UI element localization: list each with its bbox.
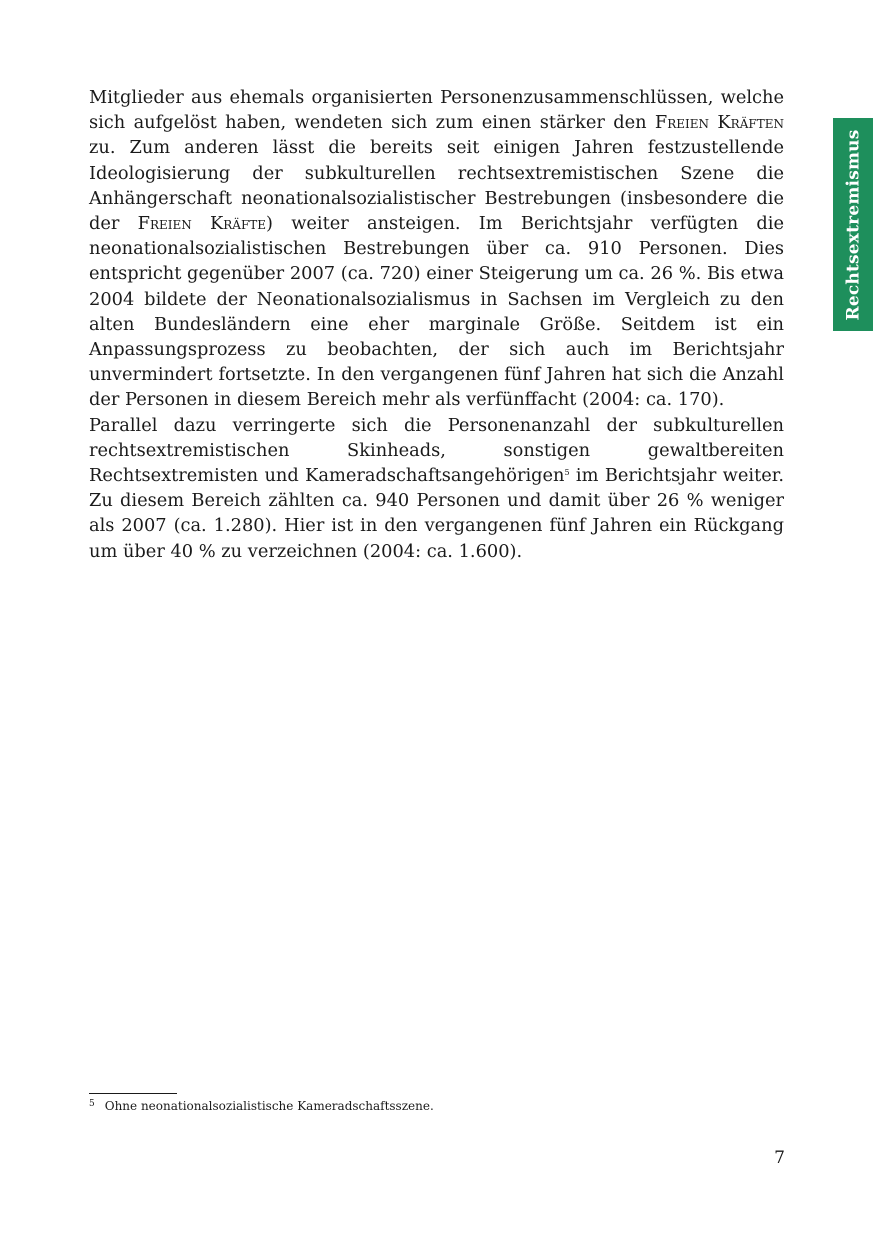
paragraph-skinhead-decline — [89, 413, 784, 564]
term-freie-kraefte: Freien Kräfte — [137, 213, 267, 235]
body-text — [89, 85, 784, 564]
footnote-reference: 5 — [564, 468, 570, 478]
paragraph-2-text: im Berichtsjahr weiter. Zu diesem Bereich zählten ca. 940 Personen und damit über 26 % weniger als 2007 (ca. 1.280). Hier ist in den vergangenen fünf Jahren ein Rückgang um über 40 % zu verzeichnen (2004: ca. 1.600). — [89, 465, 784, 562]
page-number: 7 — [774, 1148, 785, 1168]
footnote — [89, 1098, 434, 1114]
paragraph-1-text: zu. Zum anderen lässt die bereits seit einigen Jahren festzustellende Ideologisierung der subkulturellen rechtsextremistischen Szene die Anhängerschaft neonationalsozialistischer Bestrebungen (insbesondere die der — [89, 137, 784, 235]
term-freie-kraefte: Freien Kräften — [654, 112, 784, 134]
footnote-number: 5 — [89, 1099, 95, 1109]
paragraph-neonazi-growth — [89, 85, 784, 413]
paragraph-2-text: Parallel dazu verringerte sich die Personenanzahl der subkulturellen rechtsextremistischen Skinheads, sonstigen gewaltbereiten Rechtsextremisten und Kameradschaftsangehörigen — [89, 414, 784, 487]
paragraph-1-text: Mitglieder aus ehemals organisierten Personenzusammenschlüssen, welche sich aufgelöst haben, wendeten sich zum einen stärker den — [89, 87, 784, 134]
section-side-tab — [833, 118, 873, 331]
footnote-text: Ohne neonationalsozialistische Kameradschaftsszene. — [104, 1099, 434, 1113]
paragraph-1-text: ) weiter ansteigen. Im Berichtsjahr verfügten die neonationalsozialistischen Bestrebungen über ca. 910 Personen. Dies entspricht gegenüber 2007 (ca. 720) einer Steigerung um ca. 26 %. Bis etwa 2004 bildete der Neonationalsozialismus in Sachsen im Vergleich zu den alten Bundesländern eine eher marginale Größe. Seitdem ist ein Anpassungsprozess zu beobachten, der sich auch im Berichtsjahr unvermindert fortsetzte. In den vergangenen fünf Jahren hat sich die Anzahl der Personen in diesem Bereich mehr als verfünffacht (2004: ca. 170). — [89, 213, 784, 411]
footnote-divider — [89, 1093, 177, 1094]
section-side-tab-label: Rechtsextremismus — [843, 129, 863, 320]
